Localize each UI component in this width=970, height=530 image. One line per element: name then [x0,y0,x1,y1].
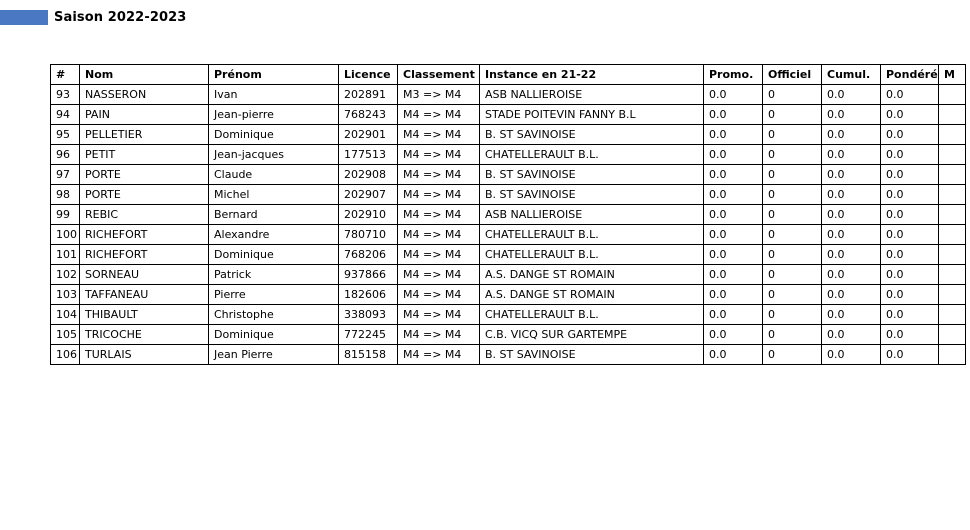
cell-licence: 202891 [339,85,398,105]
cell-m [939,265,966,285]
cell-cumul: 0.0 [822,225,881,245]
cell-classement: M4 => M4 [398,345,480,365]
cell-pondere: 0.0 [881,205,939,225]
cell-cumul: 0.0 [822,245,881,265]
cell-pondere: 0.0 [881,305,939,325]
cell-instance: B. ST SAVINOISE [480,125,704,145]
cell-classement: M4 => M4 [398,325,480,345]
cell-licence: 937866 [339,265,398,285]
cell-instance: B. ST SAVINOISE [480,185,704,205]
cell-instance: CHATELLERAULT B.L. [480,225,704,245]
ranking-table [50,64,966,365]
cell-promo: 0.0 [704,265,763,285]
cell-number: 98 [51,185,80,205]
cell-promo: 0.0 [704,185,763,205]
cell-licence: 202910 [339,205,398,225]
cell-classement: M4 => M4 [398,165,480,185]
cell-instance: CHATELLERAULT B.L. [480,245,704,265]
cell-promo: 0.0 [704,125,763,145]
table-row [51,285,966,305]
cell-officiel: 0 [763,345,822,365]
col-header-pondere: Pondéré [881,65,939,85]
cell-pondere: 0.0 [881,125,939,145]
col-header-officiel: Officiel [763,65,822,85]
cell-instance: ASB NALLIEROISE [480,205,704,225]
cell-prenom: Pierre [209,285,339,305]
cell-prenom: Claude [209,165,339,185]
cell-cumul: 0.0 [822,105,881,125]
table-row [51,85,966,105]
table-row [51,165,966,185]
cell-prenom: Jean Pierre [209,345,339,365]
cell-officiel: 0 [763,145,822,165]
cell-nom: PORTE [80,165,209,185]
cell-cumul: 0.0 [822,185,881,205]
col-header-classement: Classement [398,65,480,85]
cell-promo: 0.0 [704,165,763,185]
table-row [51,145,966,165]
cell-instance: C.B. VICQ SUR GARTEMPE [480,325,704,345]
col-header-cumul: Cumul. [822,65,881,85]
table-row [51,125,966,145]
cell-officiel: 0 [763,245,822,265]
cell-pondere: 0.0 [881,325,939,345]
cell-nom: PORTE [80,185,209,205]
cell-pondere: 0.0 [881,265,939,285]
cell-cumul: 0.0 [822,345,881,365]
cell-prenom: Christophe [209,305,339,325]
cell-officiel: 0 [763,225,822,245]
cell-cumul: 0.0 [822,125,881,145]
cell-number: 102 [51,265,80,285]
cell-m [939,345,966,365]
cell-promo: 0.0 [704,105,763,125]
table-row [51,265,966,285]
cell-prenom: Dominique [209,245,339,265]
cell-cumul: 0.0 [822,205,881,225]
cell-number: 103 [51,285,80,305]
cell-classement: M4 => M4 [398,225,480,245]
cell-pondere: 0.0 [881,85,939,105]
table-row [51,185,966,205]
cell-licence: 177513 [339,145,398,165]
cell-prenom: Dominique [209,325,339,345]
cell-nom: SORNEAU [80,265,209,285]
cell-classement: M4 => M4 [398,145,480,165]
cell-m [939,325,966,345]
cell-officiel: 0 [763,205,822,225]
cell-classement: M4 => M4 [398,105,480,125]
cell-nom: PELLETIER [80,125,209,145]
cell-instance: STADE POITEVIN FANNY B.L [480,105,704,125]
cell-cumul: 0.0 [822,285,881,305]
cell-pondere: 0.0 [881,285,939,305]
cell-officiel: 0 [763,105,822,125]
cell-number: 93 [51,85,80,105]
cell-promo: 0.0 [704,305,763,325]
table-row [51,305,966,325]
cell-classement: M4 => M4 [398,125,480,145]
col-header-number: # [51,65,80,85]
cell-licence: 768243 [339,105,398,125]
cell-officiel: 0 [763,325,822,345]
table-header-row [51,65,966,85]
cell-instance: A.S. DANGE ST ROMAIN [480,285,704,305]
cell-prenom: Dominique [209,125,339,145]
cell-licence: 768206 [339,245,398,265]
cell-officiel: 0 [763,265,822,285]
cell-m [939,305,966,325]
cell-nom: TRICOCHE [80,325,209,345]
cell-licence: 772245 [339,325,398,345]
cell-classement: M4 => M4 [398,305,480,325]
cell-nom: TAFFANEAU [80,285,209,305]
cell-pondere: 0.0 [881,345,939,365]
cell-licence: 202908 [339,165,398,185]
cell-cumul: 0.0 [822,145,881,165]
cell-prenom: Jean-pierre [209,105,339,125]
cell-classement: M3 => M4 [398,85,480,105]
cell-m [939,205,966,225]
table-row [51,325,966,345]
cell-nom: RICHEFORT [80,225,209,245]
table-row [51,225,966,245]
cell-m [939,165,966,185]
cell-pondere: 0.0 [881,225,939,245]
cell-prenom: Jean-jacques [209,145,339,165]
cell-classement: M4 => M4 [398,285,480,305]
cell-promo: 0.0 [704,205,763,225]
cell-cumul: 0.0 [822,165,881,185]
cell-number: 97 [51,165,80,185]
cell-nom: NASSERON [80,85,209,105]
cell-cumul: 0.0 [822,265,881,285]
cell-m [939,245,966,265]
cell-prenom: Patrick [209,265,339,285]
cell-cumul: 0.0 [822,305,881,325]
cell-promo: 0.0 [704,285,763,305]
season-accent-bar [0,10,48,25]
cell-classement: M4 => M4 [398,205,480,225]
cell-classement: M4 => M4 [398,245,480,265]
cell-m [939,285,966,305]
cell-instance: CHATELLERAULT B.L. [480,305,704,325]
cell-m [939,125,966,145]
cell-promo: 0.0 [704,225,763,245]
cell-licence: 202907 [339,185,398,205]
cell-prenom: Ivan [209,85,339,105]
cell-prenom: Alexandre [209,225,339,245]
cell-officiel: 0 [763,285,822,305]
cell-promo: 0.0 [704,325,763,345]
cell-licence: 182606 [339,285,398,305]
cell-licence: 815158 [339,345,398,365]
cell-number: 94 [51,105,80,125]
cell-nom: PAIN [80,105,209,125]
table-row [51,345,966,365]
cell-pondere: 0.0 [881,185,939,205]
table-row [51,205,966,225]
cell-prenom: Bernard [209,205,339,225]
cell-cumul: 0.0 [822,325,881,345]
cell-licence: 338093 [339,305,398,325]
cell-instance: B. ST SAVINOISE [480,165,704,185]
cell-instance: ASB NALLIEROISE [480,85,704,105]
cell-number: 95 [51,125,80,145]
cell-number: 104 [51,305,80,325]
cell-pondere: 0.0 [881,165,939,185]
cell-officiel: 0 [763,165,822,185]
cell-officiel: 0 [763,185,822,205]
cell-officiel: 0 [763,85,822,105]
cell-m [939,105,966,125]
cell-promo: 0.0 [704,145,763,165]
cell-pondere: 0.0 [881,245,939,265]
col-header-m: M [939,65,966,85]
cell-number: 99 [51,205,80,225]
cell-instance: B. ST SAVINOISE [480,345,704,365]
cell-number: 96 [51,145,80,165]
page-title: Saison 2022-2023 [54,10,187,25]
cell-promo: 0.0 [704,85,763,105]
cell-number: 101 [51,245,80,265]
cell-number: 106 [51,345,80,365]
cell-nom: RICHEFORT [80,245,209,265]
cell-cumul: 0.0 [822,85,881,105]
cell-nom: PETIT [80,145,209,165]
cell-licence: 202901 [339,125,398,145]
cell-number: 100 [51,225,80,245]
cell-nom: REBIC [80,205,209,225]
cell-classement: M4 => M4 [398,265,480,285]
col-header-nom: Nom [80,65,209,85]
cell-promo: 0.0 [704,245,763,265]
col-header-prenom: Prénom [209,65,339,85]
cell-licence: 780710 [339,225,398,245]
cell-nom: TURLAIS [80,345,209,365]
col-header-licence: Licence [339,65,398,85]
table-row [51,105,966,125]
cell-officiel: 0 [763,305,822,325]
cell-pondere: 0.0 [881,105,939,125]
cell-pondere: 0.0 [881,145,939,165]
cell-m [939,225,966,245]
col-header-instance: Instance en 21-22 [480,65,704,85]
col-header-promo: Promo. [704,65,763,85]
cell-instance: CHATELLERAULT B.L. [480,145,704,165]
table-row [51,245,966,265]
cell-promo: 0.0 [704,345,763,365]
cell-officiel: 0 [763,125,822,145]
cell-nom: THIBAULT [80,305,209,325]
cell-m [939,185,966,205]
cell-prenom: Michel [209,185,339,205]
cell-classement: M4 => M4 [398,185,480,205]
cell-m [939,145,966,165]
cell-number: 105 [51,325,80,345]
cell-m [939,85,966,105]
table-body [51,85,966,365]
cell-instance: A.S. DANGE ST ROMAIN [480,265,704,285]
